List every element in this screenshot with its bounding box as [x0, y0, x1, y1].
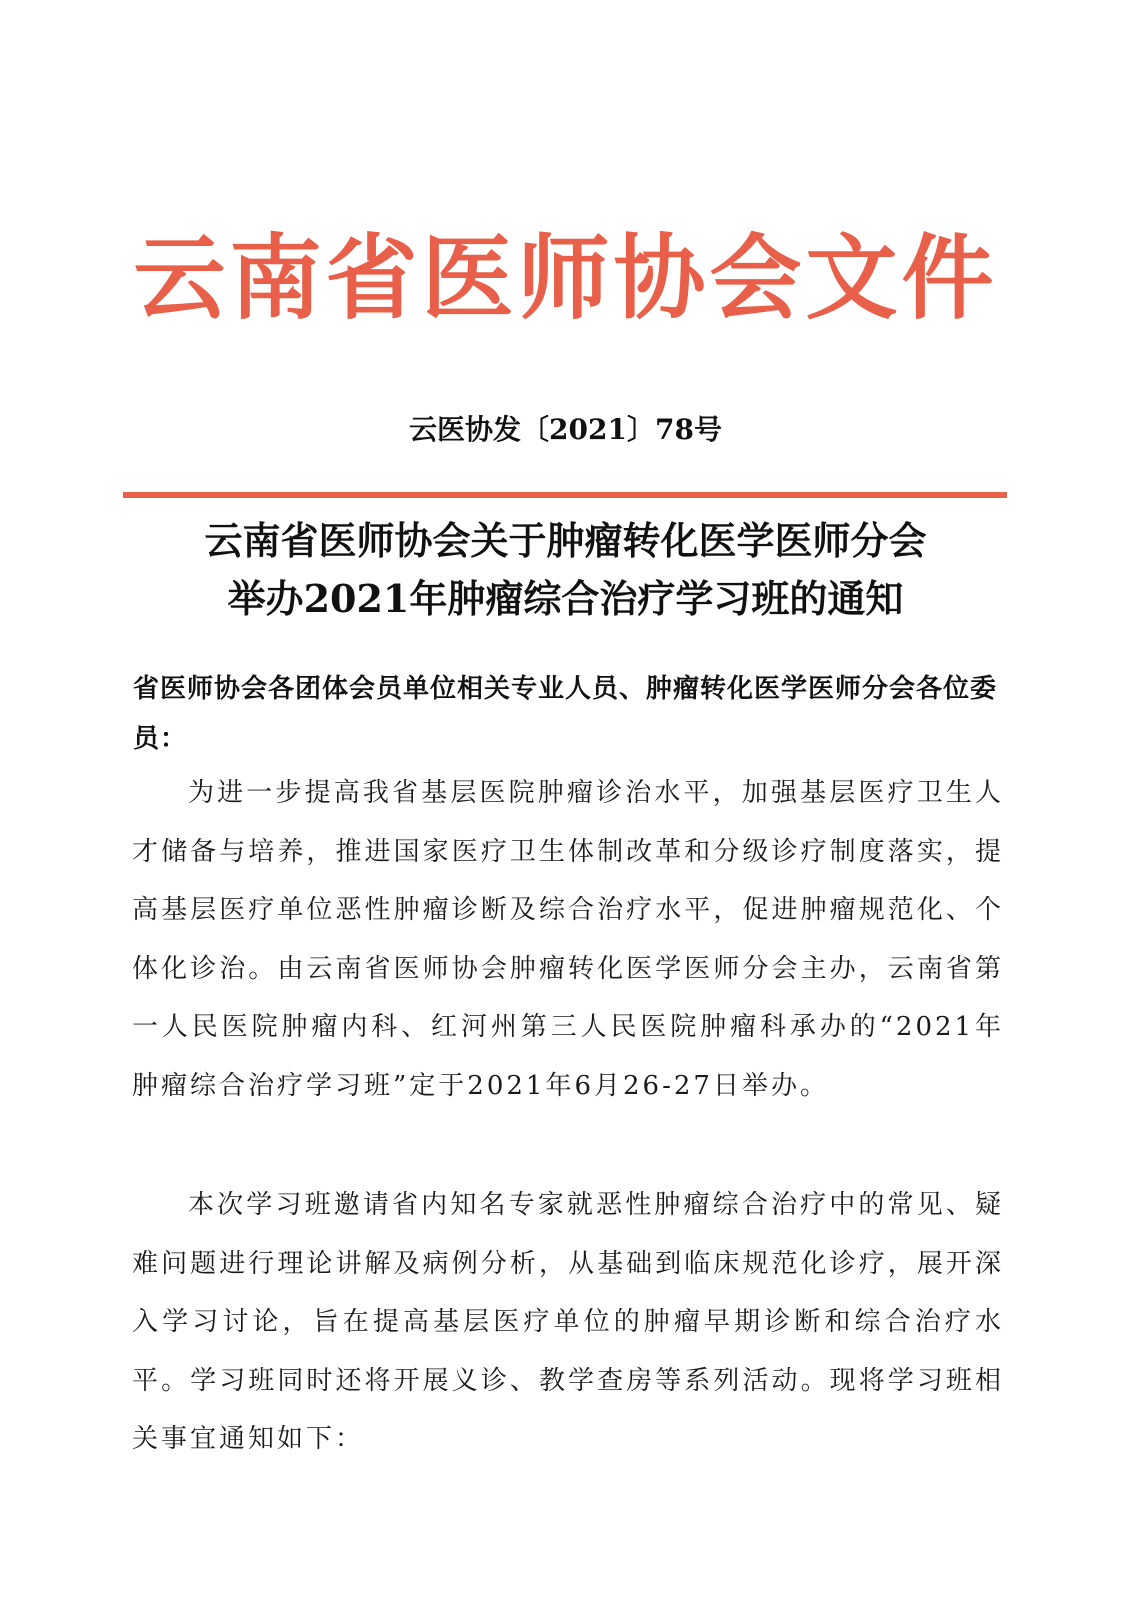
document-number: 云医协发〔2021〕78号: [409, 413, 722, 446]
red-divider-line: [123, 492, 1007, 498]
notice-title-line-1: 云南省医师协会关于肿瘤转化医学医师分会: [204, 518, 927, 563]
addressee: 省医师协会各团体会员单位相关专业人员、肿瘤转化医学医师分会各位委员：: [133, 674, 998, 754]
body-paragraph-1: 为进一步提高我省基层医院肿瘤诊治水平，加强基层医疗卫生人才储备与培养，推进国家医疗卫生体制改革和分级诊疗制度落实，提高基层医疗单位恶性肿瘤诊断及综合治疗水平，促进肿瘤规范化、个体化诊治。由云南省医师协会肿瘤转化医学医师分会主办，云南省第一人民医院肿瘤内科、红河州第三人民医院肿瘤科承办的“2021年肿瘤综合治疗学习班”定于2021年6月26-27日举办。: [132, 778, 1004, 1101]
notice-title-line-2: 举办2021年肿瘤综合治疗学习班的通知: [227, 576, 904, 621]
masthead-title: 云南省医师协会文件: [133, 224, 998, 332]
notice-title: [100, 512, 1031, 628]
body-paragraph-2: 本次学习班邀请省内知名专家就恶性肿瘤综合治疗中的常见、疑难问题进行理论讲解及病例分析，从基础到临床规范化诊疗，展开深入学习讨论，旨在提高基层医疗单位的肿瘤早期诊断和综合治疗水平。学习班同时还将开展义诊、教学查房等系列活动。现将学习班相关事宜通知如下：: [132, 1190, 1004, 1454]
